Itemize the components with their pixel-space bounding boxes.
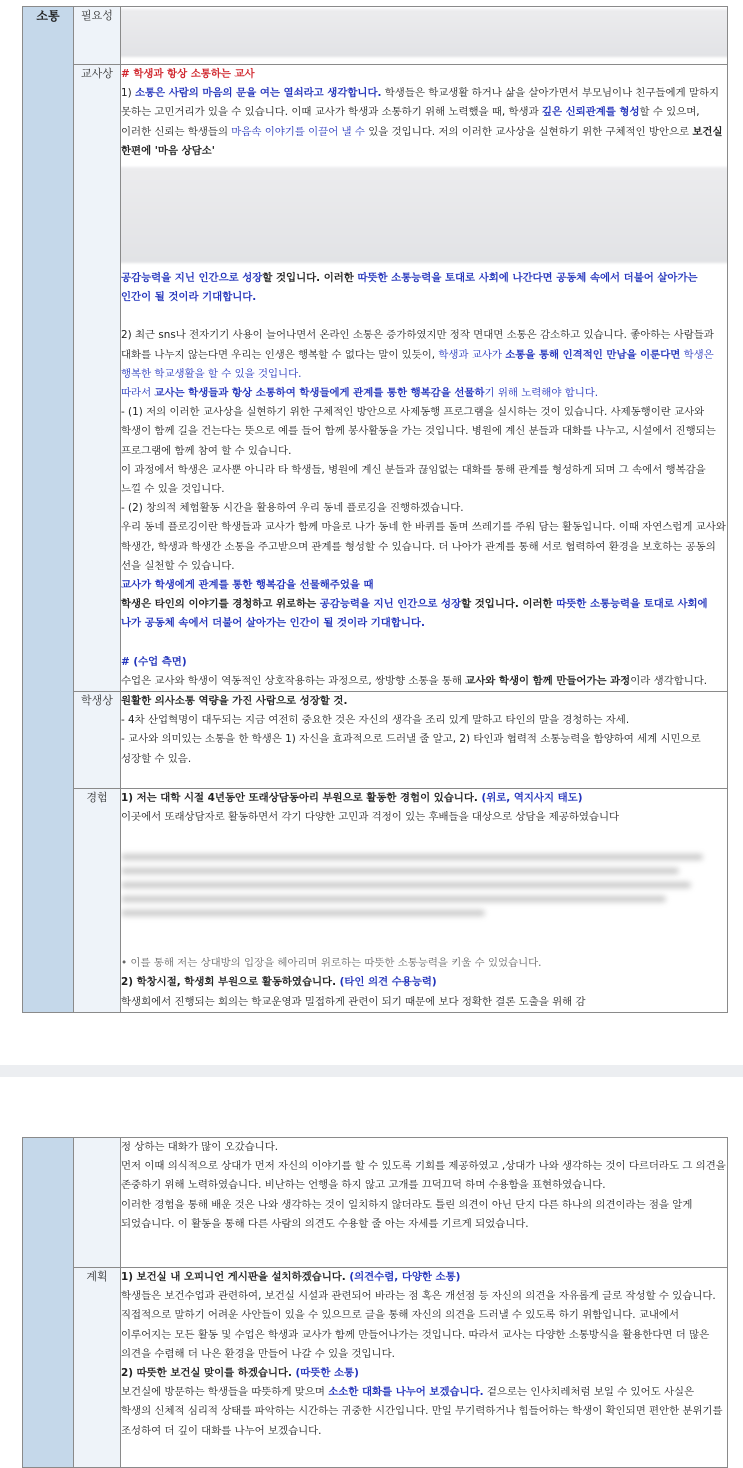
plan-paragraph-1: 1) 보건실 내 오피니언 게시판을 설치하겠습니다. (의견수렴, 다양한 소통) (121, 1271, 461, 1283)
page-gap (0, 1065, 743, 1077)
category-cell-continued (23, 1138, 74, 1468)
experience-paragraph-4: 2) 학창시절, 학생회 부원으로 활동하였습니다. (타인 의견 수용능력) (121, 976, 437, 989)
teacher-paragraph-8: 우리 동네 플로깅이란 학생들과 교사가 함께 마을로 나가 동네 한 바퀴를 돌며 쓰레기를 주워 담는 활동입니다. 이때 자연스럽게 교사와 학생간, 학생과 학생간 소통을 주고받으며 관계를 형성할 수 있습니다. 더 나아가 관계를 통해 서로 협력하여 환경을 보호하는 공동의 선을 실천할 수 있습니다. (121, 521, 726, 572)
plan-label-cell (74, 1268, 121, 1468)
teacher-paragraph-12: 수업은 교사와 학생이 역동적인 상호작용하는 과정으로, 쌍방향 소통을 통해 교사와 학생이 함께 만들어가는 과정이라 생각합니다. (121, 674, 708, 687)
experience-content (121, 789, 728, 1013)
student-label: 학생상 (81, 694, 113, 708)
plan-label: 계획 (86, 1270, 108, 1283)
student-label-cell (74, 692, 121, 789)
redacted-text-block (121, 854, 727, 950)
teacher-paragraph-2: 공감능력을 지닌 인간으로 성장할 것입니다. 이러한 따뜻한 소통능력을 토대로 사회에 나간다면 공동체 속에서 더불어 살아가는 인간이 될 것이라 기대합니다. (121, 272, 698, 304)
plan-table-continued (22, 1137, 728, 1468)
student-paragraph-2: - 4차 산업혁명이 대두되는 지금 여전히 중요한 것은 자신의 생각을 조리 있게 말하고 타인의 말을 경청하는 자세. (121, 714, 630, 727)
teacher-paragraph-3: 2) 최근 sns나 전자기기 사용이 늘어나면서 온라인 소통은 증가하였지만 정작 면대면 소통은 감소하고 있습니다. 좋아하는 사람들과 대화를 나누지 않는다면 우리는 인생은 행복할 수 없다는 말이 있듯이, 학생과 교사가 소통을 통해 인격적인 만남을 이룬다면 학생은 행복한 학교생활을 할 수 있을 것입니다. (121, 329, 714, 380)
plan-paragraph-2: 학생들은 보건수업과 관련하여, 보건실 시설과 관련되어 바라는 점 혹은 개선점 등 자신의 의견을 자유롭게 글로 작성할 수 있습니다. 직접적으로 말하기 어려운 사안들이 있을 수 있으므로 글을 통해 자신의 의견을 드러낼 수 있도록 하기 위함입니다. 교내에서 이루어지는 모든 활동 및 수업은 학생과 교사가 함께 만들어나가는 것입니다. 따라서 교사는 다양한 소통방식을 활용한다면 더 많은 의견을 수렴해 더 나은 환경을 만들어 나갈 수 있을 것입니다. (121, 1290, 716, 1360)
teacher-label: 교사상 (81, 67, 113, 80)
teacher-paragraph-6: 이 과정에서 학생은 교사뿐 아니라 타 학생들, 병원에 계신 분들과 끊임없는 대화를 통해 관계를 형성하게 되며 그 속에서 행복감을 느낄 수 있을 것입니다. (121, 463, 706, 496)
category-label: 소통 (36, 9, 60, 23)
need-label: 필요성 (81, 9, 113, 22)
experience-paragraph-3: • 이를 통해 저는 상대방의 입장을 헤아리며 위로하는 따뜻한 소통능력을 키울 수 있었습니다. (121, 957, 542, 970)
category-cell (23, 7, 74, 1013)
redacted-block (121, 167, 728, 263)
experience-label-cell (74, 789, 121, 1013)
teacher-paragraph-4: 따라서 교사는 학생들과 항상 소통하여 학생들에게 관계를 통한 행복감을 선물하기 위해 노력해야 합니다. (121, 387, 599, 400)
experience-cont-label-cell (74, 1138, 121, 1268)
student-content (121, 692, 728, 789)
document-page-2 (0, 1137, 743, 1457)
experience-cont-content (121, 1138, 728, 1268)
experience-label: 경험 (86, 791, 108, 805)
need-label-cell (74, 7, 121, 65)
plan-table (22, 6, 728, 1013)
experience-cont-paragraph-3: 이러한 경험을 통해 배운 것은 나와 생각하는 것이 일치하지 않더라도 틀린 의견이 아닌 단지 다른 하나의 의견이라는 점을 알게 되었습니다. 이 활동을 통해 다른 사람의 의견도 수용할 줄 아는 자세를 기르게 되었습니다. (121, 1198, 693, 1230)
experience-cont-paragraph-1: 정 상하는 대화가 많이 오갔습니다. (121, 1141, 279, 1153)
teacher-paragraph-7: - (2) 창의적 체험활동 시간을 활용하여 우리 동네 플로깅을 진행하겠습니다. (121, 502, 464, 515)
teacher-paragraph-5: - (1) 저의 이러한 교사상을 실현하기 위한 구체적인 방안으로 사제동행 프로그램을 실시하는 것이 있습니다. 사제동행이란 교사와 학생이 함께 길을 건는다는 뜻으로 예를 들어 함께 봉사활동을 가는 것입니다. 병원에 계신 분들과 대화를 나누고, 시설에서 진행되는 프로그램에 함께 참여 할 수 있습니다. (121, 406, 716, 457)
teacher-content (121, 65, 728, 692)
experience-paragraph-2: 이곳에서 또래상담자로 활동하면서 각기 다양한 고민과 걱정이 있는 후배들을 대상으로 상담을 제공하였습니다 (121, 811, 620, 824)
experience-cont-paragraph-2: 먼저 이때 의식적으로 상대가 먼저 자신의 이야기를 할 수 있도록 기회를 제공하였고 ,상대가 나와 생각하는 것이 다르더라도 그 의견을 존중하기 위해 노력하였습니다. 비난하는 언행을 하지 않고 고개를 끄덕끄덕 하며 수용함을 표현하였습니다. (121, 1160, 726, 1192)
student-paragraph-3: - 교사와 의미있는 소통을 한 학생은 1) 자신을 효과적으로 드러낼 줄 알고, 2) 타인과 협력적 소통능력을 함양하여 세계 시민으로 성장할 수 있음. (121, 733, 701, 765)
student-paragraph-1: 원활한 의사소통 역량을 가진 사람으로 성장할 것. (121, 695, 348, 708)
experience-paragraph-5: 학생회에서 진행되는 회의는 학교운영과 밀접하게 관련이 되기 때문에 보다 정확한 결론 도출을 위해 감 (121, 995, 586, 1008)
teacher-label-cell (74, 65, 121, 692)
teacher-paragraph-9: 교사가 학생에게 관계를 통한 행복감을 선물해주었을 때 (121, 579, 374, 592)
teacher-paragraph-1: 1) 소통은 사람의 마음의 문을 여는 열쇠라고 생각합니다. 학생들은 학교생활 하거나 삶을 살아가면서 부모님이나 친구들에게 말하지 못하는 고민거리가 있을 수 있습니다. 이때 교사가 학생과 소통하기 위해 노력했을 때, 학생과 깊은 신뢰관계를 형성할 수 있으며, 이러한 신뢰는 학생들의 마음속 이야기를 이끌어 낼 수 있을 것입니다. 저의 이러한 교사상을 실현하기 위한 구체적인 방안으로 보건실 한편에 '마음 상담소' (121, 87, 723, 157)
teacher-paragraph-11: # (수업 측면) (121, 655, 187, 668)
plan-paragraph-3: 2) 따뜻한 보건실 맞이를 하겠습니다. (따뜻한 소통) (121, 1367, 359, 1380)
plan-paragraph-4: 보건실에 방문하는 학생들을 따뜻하게 맞으며 소소한 대화를 나누어 보겠습니다. 겉으로는 인사치레처럼 보일 수 있어도 사실은 학생의 신체적 심리적 상태를 파악하는 시간하는 귀중한 시간입니다. 만일 무기력하거나 힘들어하는 학생이 확인되면 편안한 분위기를 조성하여 더 깊이 대화를 나누어 보겠습니다. (121, 1386, 723, 1437)
plan-content (121, 1268, 728, 1468)
need-content-redacted (121, 7, 728, 65)
experience-paragraph-1: 1) 저는 대학 시절 4년동안 또래상담동아리 부원으로 활동한 경험이 있습니다. (위로, 역지사지 태도) (121, 792, 583, 805)
teacher-heading: # 학생과 항상 소통하는 교사 (121, 68, 255, 80)
teacher-paragraph-10: 학생은 타인의 이야기를 경청하고 위로하는 공감능력을 지닌 인간으로 성장할 것입니다. 이러한 따뜻한 소통능력을 토대로 사회에 나가 공동체 속에서 더불어 살아가는 인간이 될 것이라 기대합니다. (121, 598, 708, 630)
